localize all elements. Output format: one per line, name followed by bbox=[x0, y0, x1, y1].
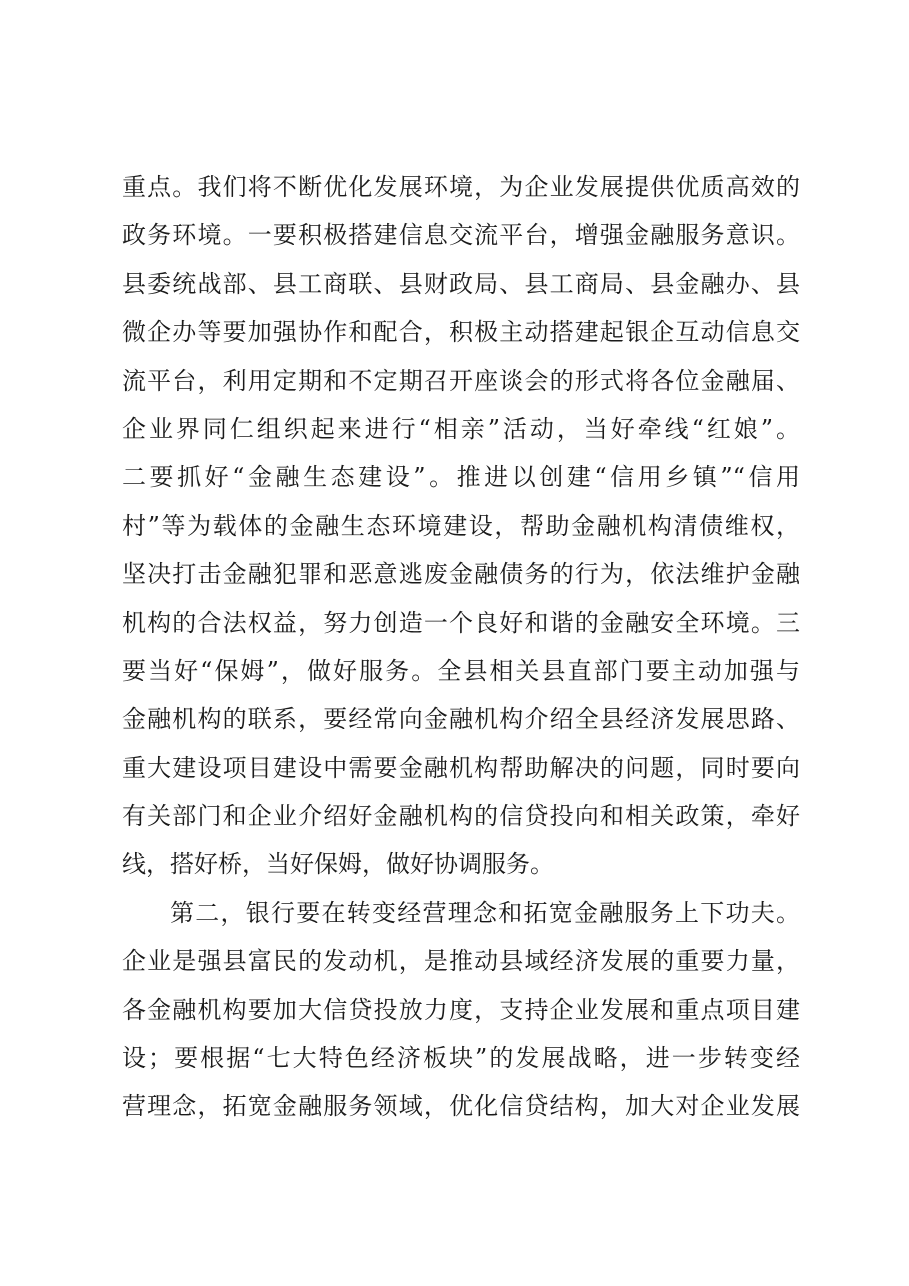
text-line: 营理念，拓宽金融服务领域，优化信贷结构，加大对企业发展 bbox=[122, 1092, 800, 1121]
text-line: 要当好“保姆”，做好服务。全县相关县直部门要主动加强与 bbox=[122, 656, 800, 685]
paragraph-2 bbox=[122, 889, 800, 1131]
text-line: 微企办等要加强协作和配合，积极主动搭建起银企互动信息交 bbox=[122, 318, 800, 347]
text-line: 流平台，利用定期和不定期召开座谈会的形式将各位金融届、 bbox=[122, 366, 800, 395]
text-line: 坚决打击金融犯罪和恶意逃废金融债务的行为，依法维护金融 bbox=[122, 560, 800, 589]
body-text bbox=[122, 163, 800, 1131]
text-line: 重点。我们将不断优化发展环境，为企业发展提供优质高效的 bbox=[122, 173, 800, 201]
text-line: 第二，银行要在转变经营理念和拓宽金融服务上下功夫。 bbox=[170, 898, 800, 927]
text-line: 企业是强县富民的发动机，是推动县域经济发展的重要力量， bbox=[122, 947, 800, 976]
paragraph-1 bbox=[122, 163, 800, 889]
text-line: 企业界同仁组织起来进行“相亲”活动，当好牵线“红娘”。 bbox=[122, 414, 800, 443]
text-line: 有关部门和企业介绍好金融机构的信贷投向和相关政策，牵好 bbox=[122, 802, 800, 831]
text-line: 金融机构的联系，要经常向金融机构介绍全县经济发展思路、 bbox=[122, 705, 800, 734]
text-line: 重大建设项目建设中需要金融机构帮助解决的问题，同时要向 bbox=[122, 753, 800, 782]
text-line: 线，搭好桥，当好保姆，做好协调服务。 bbox=[122, 850, 554, 879]
text-line: 二要抓好“金融生态建设”。推进以创建“信用乡镇”“信用 bbox=[122, 463, 800, 492]
text-line: 各金融机构要加大信贷投放力度，支持企业发展和重点项目建 bbox=[122, 995, 800, 1024]
text-line: 设；要根据“七大特色经济板块”的发展战略，进一步转变经 bbox=[122, 1044, 800, 1073]
text-line: 村”等为载体的金融生态环境建设，帮助金融机构清债维权， bbox=[122, 511, 800, 540]
text-line: 机构的合法权益，努力创造一个良好和谐的金融安全环境。三 bbox=[122, 608, 800, 637]
text-line: 县委统战部、县工商联、县财政局、县工商局、县金融办、县 bbox=[122, 269, 800, 298]
text-line: 政务环境。一要积极搭建信息交流平台，增强金融服务意识。 bbox=[122, 221, 800, 250]
